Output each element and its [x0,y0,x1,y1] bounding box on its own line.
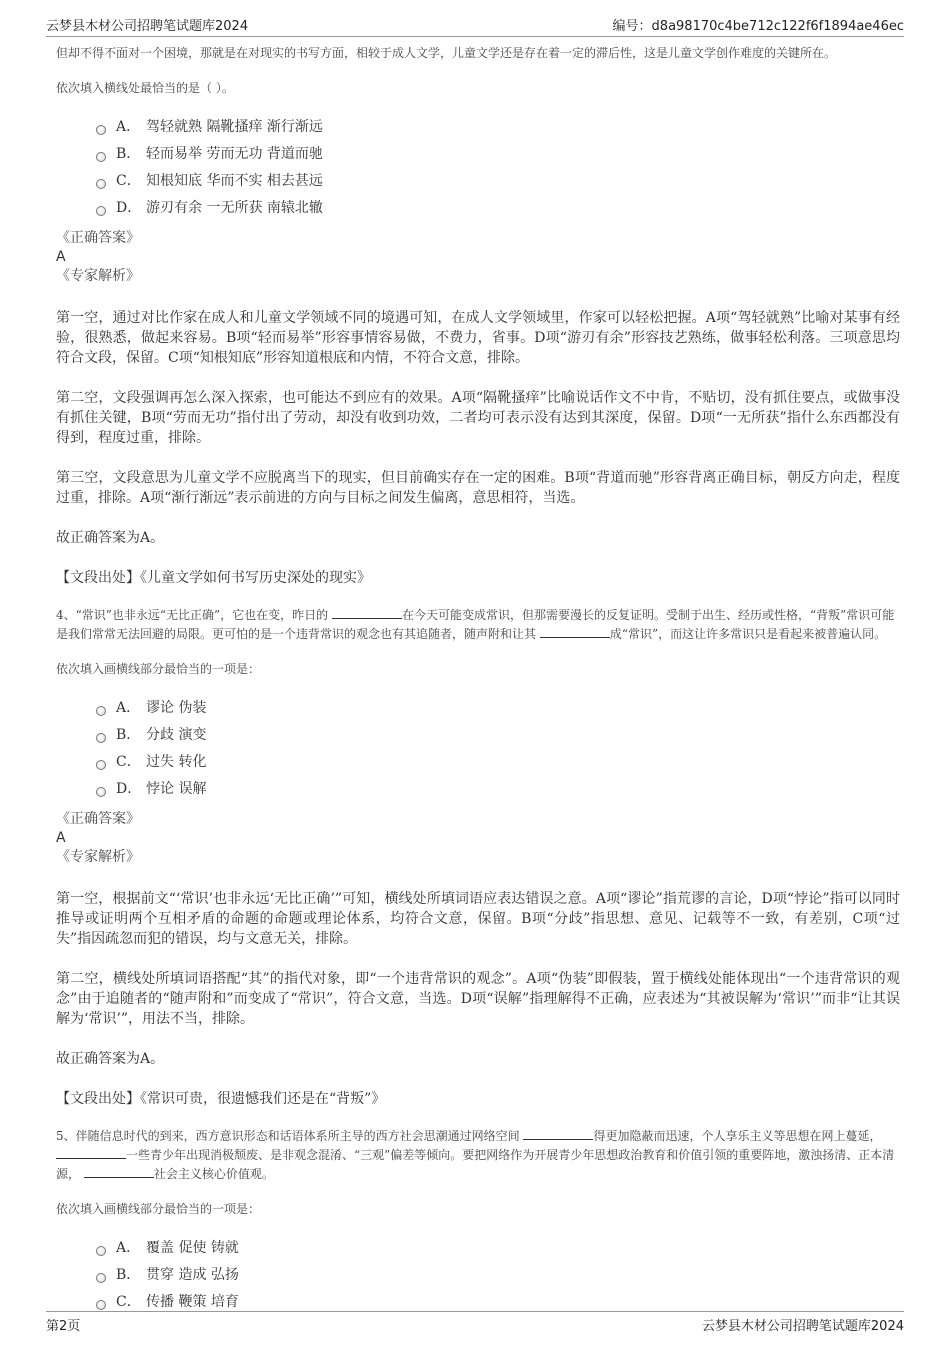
question-5-stem: 5、伴随信息时代的到来，西方意识形态和话语体系所主导的西方社会思潮通过网络空间 得更加隐蔽而迅速，个人享乐主义等思想在网上蔓延， 一些青少年出现消极颓废、是非观念混淆、“三观”偏差等倾向。要把网络作为开展青少年思想政治教育和价值引领的重要阵地，激浊扬清、正本清源， 社会主义核心价值观。 [56,1129,895,1181]
footer-title: 云梦县木材公司招聘笔试题库2024 [701,1319,904,1334]
question-3-option-d[interactable]: D． 游刃有余 一无所获 南辕北辙 [96,195,900,222]
answer-heading: 《正确答案》 [56,230,140,246]
question-5-option-c[interactable]: C． 传播 鞭策 培育 [96,1289,900,1316]
radio-icon[interactable] [96,1273,106,1283]
question-5 [56,1127,900,1316]
radio-icon[interactable] [96,179,106,189]
radio-icon[interactable] [96,733,106,743]
page-number: 第2页 [46,1319,81,1334]
question-4-stem: 4、“常识”也非永远“无比正确”，它也在变，昨日的 在今天可能变成常识，但那需要漫长的反复证明。受制于出生、经历或性格，“背叛”常识可能是我们常常无法回避的局限。更可怕的是一个违背常识的观念也有其追随者，随声附和让其 成“常识”，而这让许多常识只是看起来被普遍认同。 [56,608,895,641]
question-3 [56,44,900,588]
answer-value: A [56,249,66,265]
question-3-option-b[interactable]: B． 轻而易举 劳而无功 背道而驰 [96,141,900,168]
question-4-option-b[interactable]: B． 分歧 演变 [96,722,900,749]
question-5-prompt: 依次填入画横线部分最恰当的一项是： [56,1202,261,1216]
header-serial-number: 编号：d8a98170c4be712c122f6f1894ae46ec [612,19,904,34]
blank-line [523,1127,593,1140]
analysis-heading: 《专家解析》 [56,268,140,284]
question-5-option-b[interactable]: B． 贯穿 造成 弘扬 [96,1262,900,1289]
blank-line [332,606,402,619]
question-4-option-a[interactable]: A． 谬论 伪装 [96,695,900,722]
answer-value: A [56,830,66,846]
page-content [56,44,900,1316]
page-header [46,12,904,37]
answer-heading: 《正确答案》 [56,811,140,827]
analysis-conclusion: 故正确答案为A。 [56,1051,165,1067]
question-3-option-c[interactable]: C． 知根知底 华而不实 相去甚远 [96,168,900,195]
source-citation: 【文段出处】《常识可贵，很遗憾我们还是在“背叛”》 [56,1091,386,1107]
question-4-prompt: 依次填入画横线部分最恰当的一项是： [56,662,261,676]
radio-icon[interactable] [96,706,106,716]
source-citation: 【文段出处】《儿童文学如何书写历史深处的现实》 [56,570,371,586]
radio-icon[interactable] [96,152,106,162]
analysis-paragraph: 第三空，文段意思为儿童文学不应脱离当下的现实，但目前确实存在一定的困难。B项“背道而驰”形容背离正确目标，朝反方向走，程度过重，排除。A项“渐行渐远”表示前进的方向与目标之间发生偏离，意思相符，当选。 [56,470,900,506]
question-4-options [56,695,900,803]
question-4-option-d[interactable]: D． 悖论 误解 [96,776,900,803]
question-3-stem-tail: 但却不得不面对一个困境，那就是在对现实的书写方面，相较于成人文学，儿童文学还是存在着一定的滞后性，这是儿童文学创作难度的关键所在。 [56,46,837,60]
radio-icon[interactable] [96,760,106,770]
question-4-option-c[interactable]: C． 过失 转化 [96,749,900,776]
analysis-paragraph: 第一空，通过对比作家在成人和儿童文学领域不同的境遇可知，在成人文学领域里，作家可以轻松把握。A项“驾轻就熟”比喻对某事有经验，很熟悉，做起来容易。B项“轻而易举”形容事情容易做，不费力，省事。D项“游刃有余”形容技艺熟练，做事轻松利落。三项意思均符合文段，保留。C项“知根知底”形容知道根底和内情，不符合文意，排除。 [56,310,900,366]
blank-line [56,1146,126,1159]
question-3-prompt: 依次填入横线处最恰当的是（ ）。 [56,81,234,95]
radio-icon[interactable] [96,206,106,216]
question-5-options [56,1235,900,1316]
radio-icon[interactable] [96,1300,106,1310]
blank-line [540,625,610,638]
page-footer [46,1311,904,1334]
analysis-conclusion: 故正确答案为A。 [56,530,165,546]
question-3-option-a[interactable]: A． 驾轻就熟 隔靴搔痒 渐行渐远 [96,114,900,141]
radio-icon[interactable] [96,787,106,797]
analysis-paragraph: 第一空，根据前文“‘常识’也非永远‘无比正确’”可知，横线处所填词语应表达错误之意。A项“谬论”指荒谬的言论，D项“悖论”指可以同时推导或证明两个互相矛盾的命题的命题或理论体系，均符合文意，保留。B项“分歧”指思想、意见、记载等不一致，有差别，C项“过失”指因疏忽而犯的错误，均与文意无关，排除。 [56,891,900,947]
analysis-paragraph: 第二空，横线处所填词语搭配“其”的指代对象，即“一个违背常识的观念”。A项“伪装”即假装，置于横线处能体现出“一个违背常识的观念”由于追随者的“随声附和”而变成了“常识”，符合文意，当选。D项“误解”指理解得不正确，应表述为“其被误解为‘常识’”而非“让其误解为‘常识’”，用法不当，排除。 [56,971,900,1027]
question-4 [56,606,900,1109]
radio-icon[interactable] [96,125,106,135]
analysis-heading: 《专家解析》 [56,849,140,865]
header-title: 云梦县木材公司招聘笔试题库2024 [46,19,249,34]
analysis-paragraph: 第二空，文段强调再怎么深入探索，也可能达不到应有的效果。A项“隔靴搔痒”比喻说话作文不中肯，不贴切，没有抓住要点，或做事没有抓住关键，B项“劳而无功”指付出了劳动，却没有收到功效，二者均可表示没有达到其深度，保留。D项“一无所获”指什么东西都没有得到，程度过重，排除。 [56,390,900,446]
question-5-option-a[interactable]: A． 覆盖 促使 铸就 [96,1235,900,1262]
radio-icon[interactable] [96,1246,106,1256]
question-3-options [56,114,900,222]
blank-line [84,1165,154,1178]
